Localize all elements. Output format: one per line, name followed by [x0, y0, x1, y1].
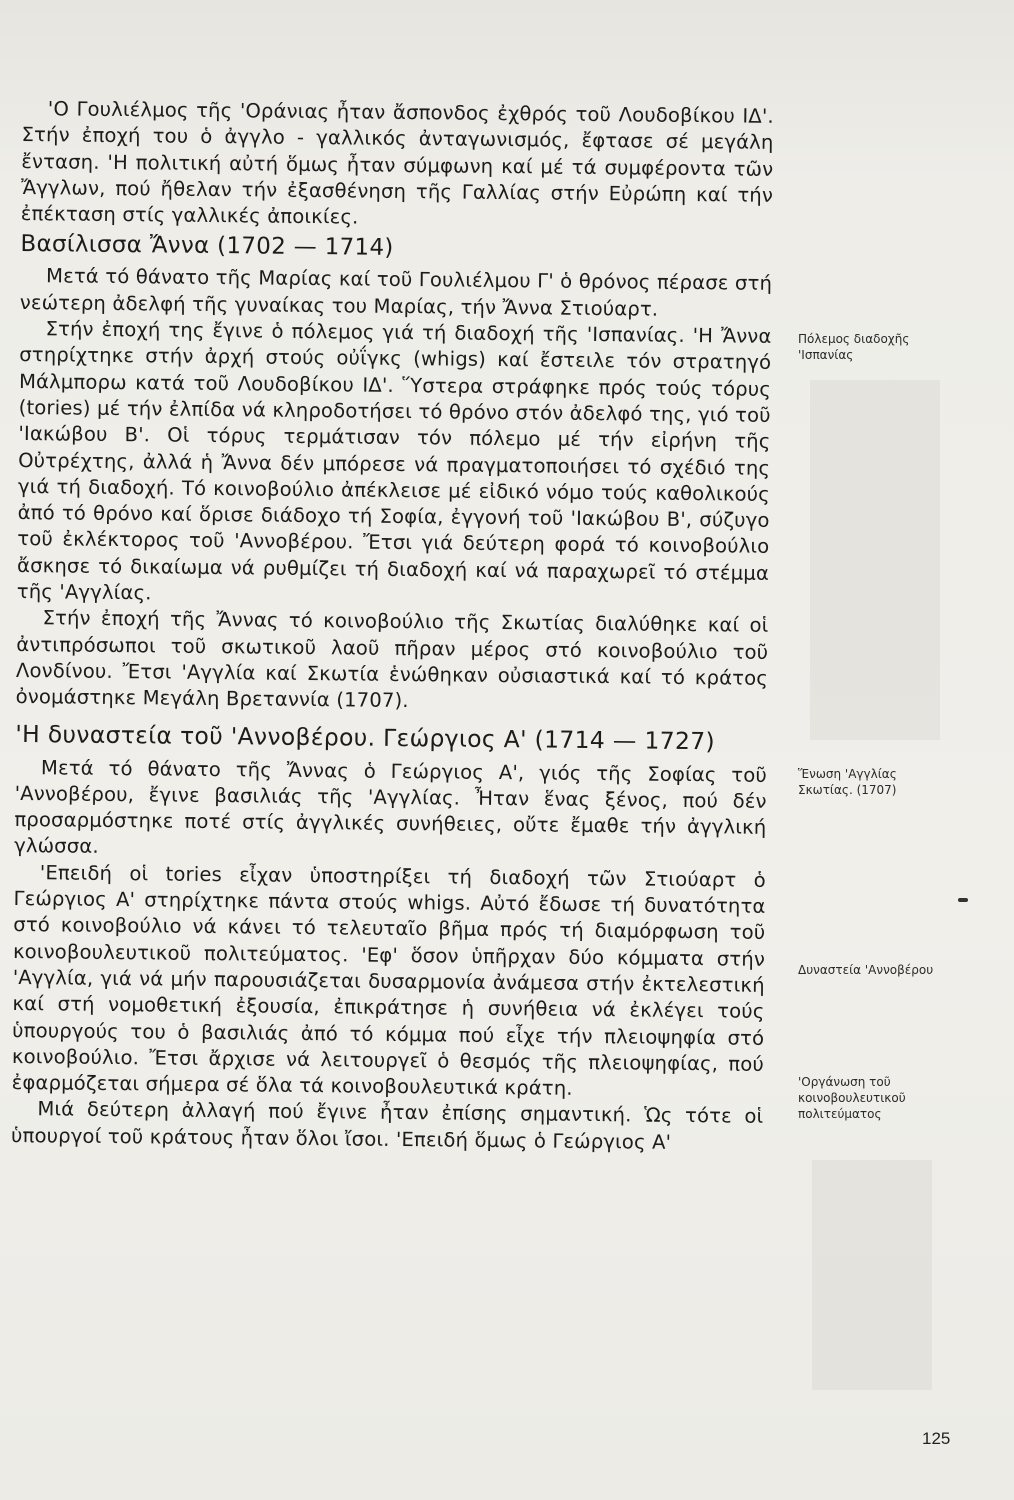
show-through-image	[812, 1160, 932, 1390]
section-heading-hanover: 'Η δυναστεία τοῦ 'Αννοβέρου. Γεώργιος Α' (1714 — 1727)	[15, 719, 716, 755]
margin-note-succession-war: Πόλεμος διαδοχῆς 'Ισπανίας	[798, 332, 910, 362]
anna-paragraph-3: Στήν ἐποχή τῆς Ἄννας τό κοινοβούλιο τῆς Σκωτίας διαλύθηκε καί οἱ ἀντιπρόσωποι τοῦ σκωτικοῦ λαοῦ πῆραν μέρος στό κοινοβούλιο τοῦ Λονδίνου. Ἔτσι 'Αγγλία καί Σκωτία ἑνώθηκαν οὐσιαστικά καί τό κράτος ὀνομάστηκε Μεγάλη Βρεταννία (1707).	[15, 606, 769, 713]
margin-note-hanover-dynasty: Δυναστεία 'Αννοβέρου	[798, 963, 934, 977]
hanover-paragraph-2: 'Επειδή οἱ tories εἶχαν ὑποστηρίξει τή διαδοχή τῶν Στιούαρτ ὁ Γεώργιος Α' στηρίχτηκε πάντα στούς whigs. Αὐτό ἔδωσε τή δυνατότητα στό κοινοβούλιο νά κάνει τό τελευταῖο βῆμα πρός τή διαμόρφωση τοῦ κοινοβουλευτικοῦ πολιτεύματος. 'Εφ' ὅσον ὑπῆρχαν δύο κόμματα στήν 'Αγγλία, γιά νά μήν παρουσιάζεται δυσαρμονία ἀνάμεσα στήν ἐκτελεστική καί στή νομοθετική ἐξουσία, ἐπικράτησε ἡ συνήθεια νά ἐκλέγει τούς ὑπουργούς του ὁ βασιλιάς ἀπό τό κόμμα πού εἶχε τήν πλειοψηφία στό κοινοβούλιο. Ἔτσι ἄρχισε νά λειτουργεῖ ὁ θεσμός τῆς πλειοψηφίας, πού ἐφαρμόζεται σήμερα σέ ὅλα τά κοινοβουλευτικά κράτη.	[11, 860, 766, 1100]
ink-speck	[958, 898, 968, 902]
margin-note-parliamentary-organization: 'Οργάνωση τοῦ κοινοβουλευτικοῦ πολιτεύματος	[798, 1075, 906, 1121]
anna-paragraph-1: Μετά τό θάνατο τῆς Μαρίας καί τοῦ Γουλιέλμου Γ' ὁ θρόνος πέρασε στή νεώτερη ἀδελφή τῆς γυναίκας του Μαρίας, τήν Ἄννα Στιούαρτ.	[19, 264, 773, 321]
section-heading-anna: Βασίλισσα Ἄννα (1702 — 1714)	[20, 231, 394, 262]
page-number: 125	[922, 1429, 951, 1448]
margin-note-union: Ἕνωση 'Αγγλίας Σκωτίας. (1707)	[798, 767, 897, 797]
hanover-paragraph-1: Μετά τό θάνατο τῆς Ἄννας ὁ Γεώργιος Α', γιός τῆς Σοφίας τοῦ 'Αννοβέρου, ἔγινε βασιλιάς τῆς 'Αγγλίας. Ἦταν ἕνας ξένος, πού δέν προσαρμόστηκε ποτέ στίς ἀγγλικές συνήθειες, οὔτε ἔμαθε τήν ἀγγλική γλώσσα.	[14, 755, 768, 859]
main-text-column	[11, 96, 774, 1157]
anna-paragraph-2: Στήν ἐποχή της ἔγινε ὁ πόλεμος γιά τή διαδοχή τῆς 'Ισπανίας. 'Η Ἄννα στηρίχτηκε στήν ἀρχή στούς οὐΐγκς (whigs) καί ἔστειλε τόν στρατηγό Μάλμπορω κατά τοῦ Λουδοβίκου ΙΔ'. Ὕστερα στράφηκε πρός τούς τόρυς (tories) μέ τήν ἐλπίδα νά κληροδοτήσει τό θρόνο στόν ἀδελφό της, γιό τοῦ 'Ιακώβου Β'. Οἱ τόρυς τερμάτισαν τόν πόλεμο μέ τήν εἰρήνη τῆς Οὐτρέχτης, ἀλλά ἡ Ἄννα δέν μπόρεσε νά πραγματοποιήσει τό σχέδιό της γιά τή διαδοχή. Τό κοινοβούλιο ἀπέκλεισε μέ εἰδικό νόμο τούς καθολικούς ἀπό τό θρόνο καί ὅρισε διάδοχο τή Σοφία, ἐγγονή τοῦ 'Ιακώβου Β', σύζυγο τοῦ ἐκλέκτορος τοῦ 'Αννοβέρου. Ἔτσι γιά δεύτερη φορά τό κοινοβούλιο ἄσκησε τό δικαίωμα νά ρυθμίζει τή διαδοχή καί νά παραχωρεῖ τό στέμμα τῆς 'Αγγλίας.	[16, 317, 772, 605]
hanover-paragraph-3: Μιά δεύτερη ἀλλαγή πού ἔγινε ἦταν ἐπίσης σημαντική. Ὡς τότε οἱ ὑπουργοί τοῦ κράτους ἦταν ὅλοι ἴσοι. 'Επειδή ὅμως ὁ Γεώργιος Α'	[10, 1097, 764, 1154]
intro-paragraph: 'Ο Γουλιέλμος τῆς 'Οράνιας ἦταν ἄσπονδος ἐχθρός τοῦ Λουδοβίκου ΙΔ'. Στήν ἐποχή του ὁ ἀγγλο - γαλλικός ἀνταγωνισμός, ἔφτασε σέ μεγάλη ἔνταση. 'Η πολιτική αὐτή ὅμως ἦταν σύμφωνη καί μέ τά συμφέροντα τῶν Ἄγγλων, πού ἤθελαν τήν ἐξασθένηση τῆς Γαλλίας στήν Εὐρώπη καί τήν ἐπέκταση στίς γαλλικές ἀποικίες.	[20, 97, 774, 229]
show-through-image	[810, 380, 940, 740]
